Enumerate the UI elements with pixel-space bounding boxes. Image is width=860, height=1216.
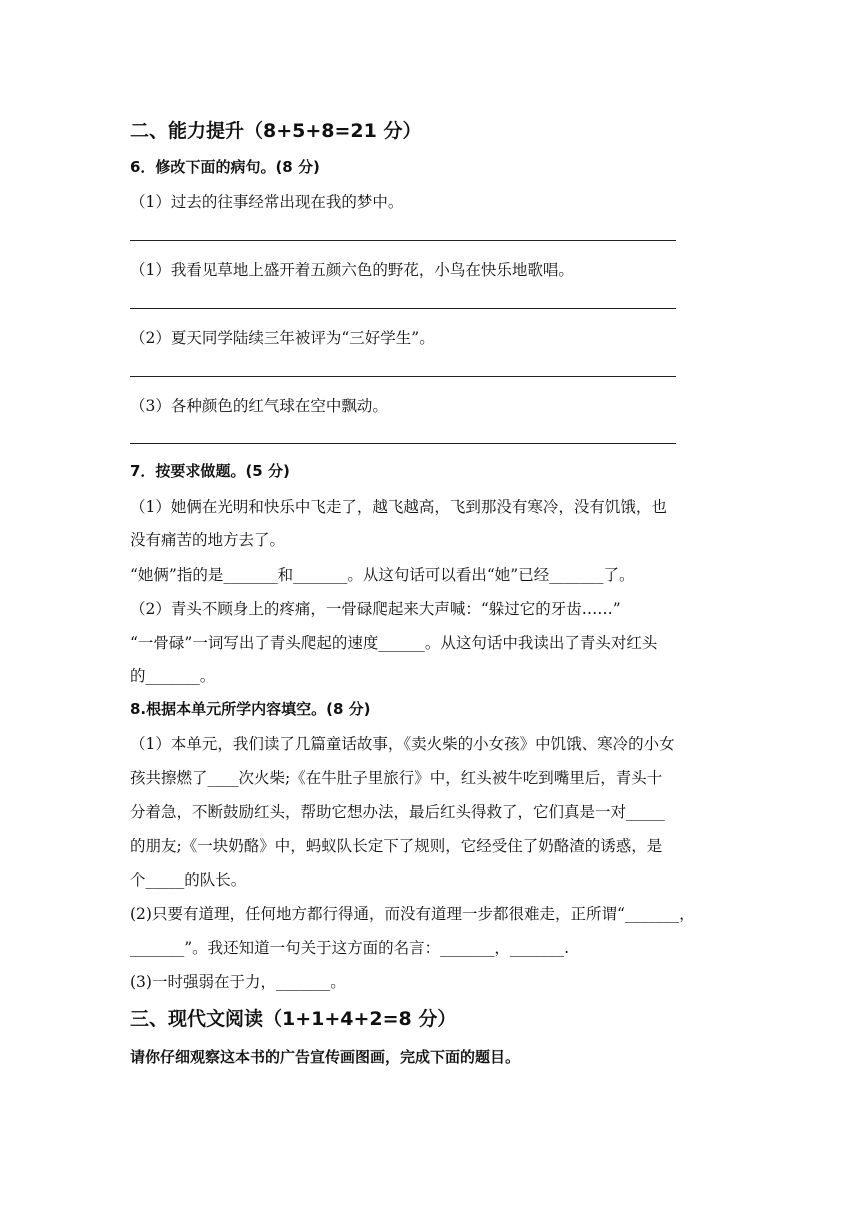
question-7-title: 7．按要求做题。(5 分) (130, 462, 290, 480)
q8-line: (3)一时强弱在于力，_______。 (130, 973, 346, 991)
q7-line: （2）青头不顾身上的疼痛，一骨碌爬起来大声喊：“躲过它的牙齿……” (130, 600, 621, 618)
q6-item-1: （1）过去的往事经常出现在我的梦中。 (130, 193, 404, 211)
q8-line: 孩共擦燃了____次火柴;《在牛肚子里旅行》中，红头被牛吃到嘴里后，青头十 (130, 769, 663, 787)
q8-line: _______”。我还知道一句关于这方面的名言：_______，_______. (130, 939, 570, 957)
section-2-title: 二、能力提升（8+5+8=21 分） (130, 120, 422, 142)
q6-item-2: （1）我看见草地上盛开着五颜六色的野花，小鸟在快乐地歌唱。 (130, 261, 574, 279)
question-6-title: 6．修改下面的病句。(8 分) (130, 158, 320, 176)
q7-line: （1）她俩在光明和快乐中飞走了，越飞越高，飞到那没有寒冷，没有饥饿，也 (130, 498, 667, 516)
answer-line-3[interactable] (130, 376, 676, 377)
q8-line: 的朋友;《一块奶酪》中，蚂蚁队长定下了规则，它经受住了奶酪渣的诱惑，是 (130, 837, 663, 855)
answer-line-1[interactable] (130, 240, 676, 241)
q7-line: 的_______。 (130, 667, 216, 685)
question-8-title: 8.根据本单元所学内容填空。(8 分) (130, 700, 371, 718)
answer-line-4[interactable] (130, 443, 676, 444)
q7-line: “一骨碌”一词写出了青头爬起的速度______。从这句话中我读出了青头对红头 (130, 634, 658, 652)
answer-line-2[interactable] (130, 308, 676, 309)
q8-line: 分着急，不断鼓励红头，帮助它想办法，最后红头得救了，它们真是一对_____ (130, 803, 665, 821)
q8-line: (2)只要有道理，任何地方都行得通，而没有道理一步都很难走，正所谓“_______， (130, 905, 695, 923)
q6-item-3: （2）夏天同学陆续三年被评为“三好学生”。 (130, 329, 435, 347)
q6-item-4: （3）各种颜色的红气球在空中飘动。 (130, 397, 388, 415)
section-3-title: 三、现代文阅读（1+1+4+2=8 分） (130, 1008, 457, 1030)
q8-line: 个_____的队长。 (130, 871, 247, 889)
q8-line: （1）本单元，我们读了几篇童话故事，《卖火柴的小女孩》中饥饿、寒冷的小女 (130, 735, 675, 753)
q7-line: 没有痛苦的地方去了。 (130, 531, 286, 549)
q7-line: “她俩”指的是_______和_______。从这句话可以看出“她”已经_______了。 (130, 566, 635, 584)
section-3-instruction: 请你仔细观察这本书的广告宣传画图画，完成下面的题目。 (130, 1048, 521, 1066)
